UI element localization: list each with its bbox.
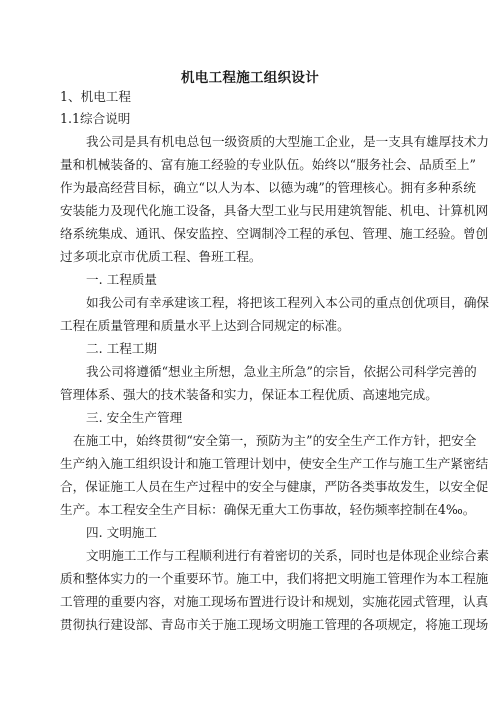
paragraph-line: 在施工中，始终贯彻“安全第一，预防为主”的安全生产工作方针，把安全: [73, 433, 477, 448]
paragraph-line: 质和整体实力的一个重要环节。施工中，我们将把文明施工管理作为本工程施: [60, 571, 489, 586]
paragraph-line: 作为最高经营目标，确立“以人为本、以德为魂”的管理核心。拥有多种系统: [60, 180, 476, 195]
paragraph-line: 络系统集成、通讯、保安监控、空调制冷工程的承包、管理、施工经验。曾创: [60, 226, 489, 241]
heading-mech-eng: 1、机电工程: [60, 89, 131, 104]
paragraph-line: 安装能力及现代化施工设备，具备大型工业与民用建筑智能、机电、计算机网: [60, 203, 489, 218]
paragraph-line: 工管理的重要内容，对施工现场布置进行设计和规划，实施花园式管理，认真: [60, 594, 489, 609]
paragraph-line: 贯彻执行建设部、青岛市关于施工现场文明施工管理的各项规定，将施工现场: [60, 617, 489, 632]
paragraph-line: 文明施工工作与工程顺利进行有着密切的关系，同时也是体现企业综合素: [86, 548, 489, 563]
paragraph-line: 合，保证施工人员在生产过程中的安全与健康，严防各类事故发生，以安全促: [60, 479, 489, 494]
paragraph-line: 我公司将遵循“想业主所想，急业主所急”的宗旨，依据公司科学完善的: [86, 364, 477, 379]
heading-summary: 1.1综合说明: [60, 111, 131, 126]
paragraph-line: 生产。本工程安全生产目标：确保无重大工伤事故，轻伤频率控制在4‰。: [60, 502, 476, 517]
paragraph-line: 量和机械装备的、富有施工经验的专业队伍。始终以“服务社会、品质至上”: [60, 157, 476, 172]
paragraph-line: 生产纳入施工组织设计和施工管理计划中，使安全生产工作与施工生产紧密结: [60, 456, 489, 471]
document-title: 机电工程施工组织设计: [181, 70, 319, 86]
paragraph-line: 我公司是具有机电总包一级资质的大型施工企业，是一支具有雄厚技术力: [86, 134, 489, 149]
paragraph-line: 工程在质量管理和质量水平上达到合同规定的标准。: [60, 318, 350, 333]
paragraph-line: 过多项北京市优质工程、鲁班工程。: [60, 249, 262, 264]
section-heading-quality: 一. 工程质量: [86, 272, 157, 287]
paragraph-line: 如我公司有幸承建该工程，将把该工程列入本公司的重点创优项目，确保: [86, 295, 489, 310]
section-heading-safety: 三. 安全生产管理: [86, 410, 183, 425]
section-heading-civilized: 四. 文明施工: [86, 525, 157, 540]
section-heading-schedule: 二. 工程工期: [86, 341, 157, 356]
paragraph-line: 管理体系、强大的技术装备和实力，保证本工程优质、高速地完成。: [60, 387, 438, 402]
